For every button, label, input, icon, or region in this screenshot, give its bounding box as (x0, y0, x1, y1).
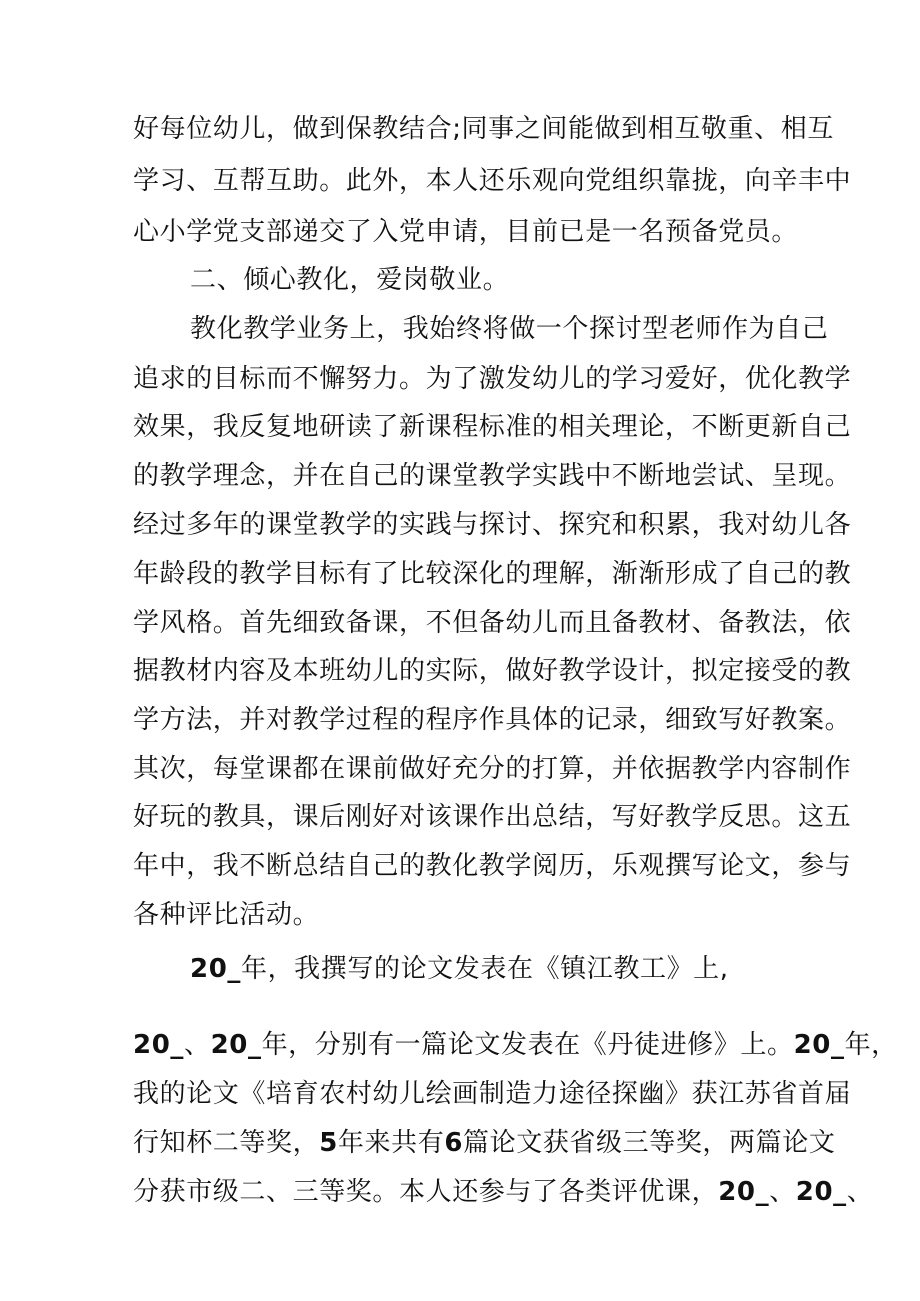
text-line: 其次，每堂课都在课前做好充分的打算，并依据教学内容制作 (133, 754, 852, 784)
text-line (190, 952, 870, 986)
year-placeholder: 20_ (190, 954, 241, 984)
text-line: 效果，我反复地研读了新课程标准的相关理论，不断更新自己 (133, 412, 852, 442)
text-span: 分获市级二、三等奖。本人还参与了各类评优课， (133, 1177, 719, 1207)
text-span: 年，分别有一篇论文发表在《丹徒进修》上。 (261, 1030, 794, 1060)
year-placeholder: 20_ (795, 1177, 847, 1207)
year-placeholder: 20_ (718, 1177, 770, 1207)
text-line: 学习、互帮互助。此外，本人还乐观向党组织靠拢，向辛丰中 (133, 166, 852, 196)
text-span: 年，我撰写的论文发表在《镇江教工》上, (240, 954, 729, 984)
number-span: 5 (319, 1128, 338, 1158)
text-line: 好每位幼儿，做到保教结合;同事之间能做到相互敬重、相互 (133, 114, 834, 144)
text-line: 追求的目标而不懈努力。为了激发幼儿的学习爱好，优化教学 (133, 364, 852, 394)
text-line: 学方法，并对教学过程的程序作具体的记录，细致写好教案。 (133, 705, 852, 735)
text-line: 年中，我不断总结自己的教化教学阅历，乐观撰写论文，参与 (133, 851, 852, 881)
text-span: 、 (769, 1177, 796, 1207)
text-line: 好玩的教具，课后刚好对该课作出总结，写好教学反思。这五 (133, 802, 852, 832)
text-span: 行知杯二等奖， (133, 1128, 320, 1158)
text-line: 学风格。首先细致备课，不但备幼儿而且备教材、备教法，依 (133, 608, 852, 638)
text-span: 篇论文获省级三等奖，两篇论文 (463, 1128, 836, 1158)
text-line: 的教学理念，并在自己的课堂教学实践中不断地尝试、呈现。 (133, 461, 852, 491)
text-line: 经过多年的课堂教学的实践与探讨、探究和积累，我对幼儿各 (133, 510, 852, 540)
year-placeholder: 20_ (793, 1030, 845, 1060)
year-placeholder: 20_ (133, 1030, 184, 1060)
text-span: 年来共有 (337, 1128, 445, 1158)
text-line: 据教材内容及本班幼儿的实际，做好教学设计，拟定接受的教 (133, 656, 852, 686)
text-line (133, 1126, 836, 1160)
text-line: 各种评比活动。 (133, 900, 320, 930)
text-span: 年， (844, 1030, 898, 1060)
text-span: 、 (846, 1177, 874, 1207)
text-line (133, 1175, 874, 1209)
text-line: 年龄段的教学目标有了比较深化的理解，渐渐形成了自己的教 (133, 559, 852, 589)
text-line: 我的论文《培育农村幼儿绘画制造力途径探幽》获江苏省首届 (133, 1079, 852, 1109)
year-placeholder: 20_ (210, 1030, 262, 1060)
section-heading: 二、倾心教化，爱岗敬业。 (190, 265, 510, 295)
number-span: 6 (444, 1128, 464, 1158)
text-span: 、 (183, 1030, 211, 1060)
text-line: 教化教学业务上，我始终将做一个探讨型老师作为自己 (190, 314, 829, 344)
text-line (133, 1028, 898, 1062)
text-line: 心小学党支部递交了入党申请，目前已是一名预备党员。 (133, 217, 799, 247)
